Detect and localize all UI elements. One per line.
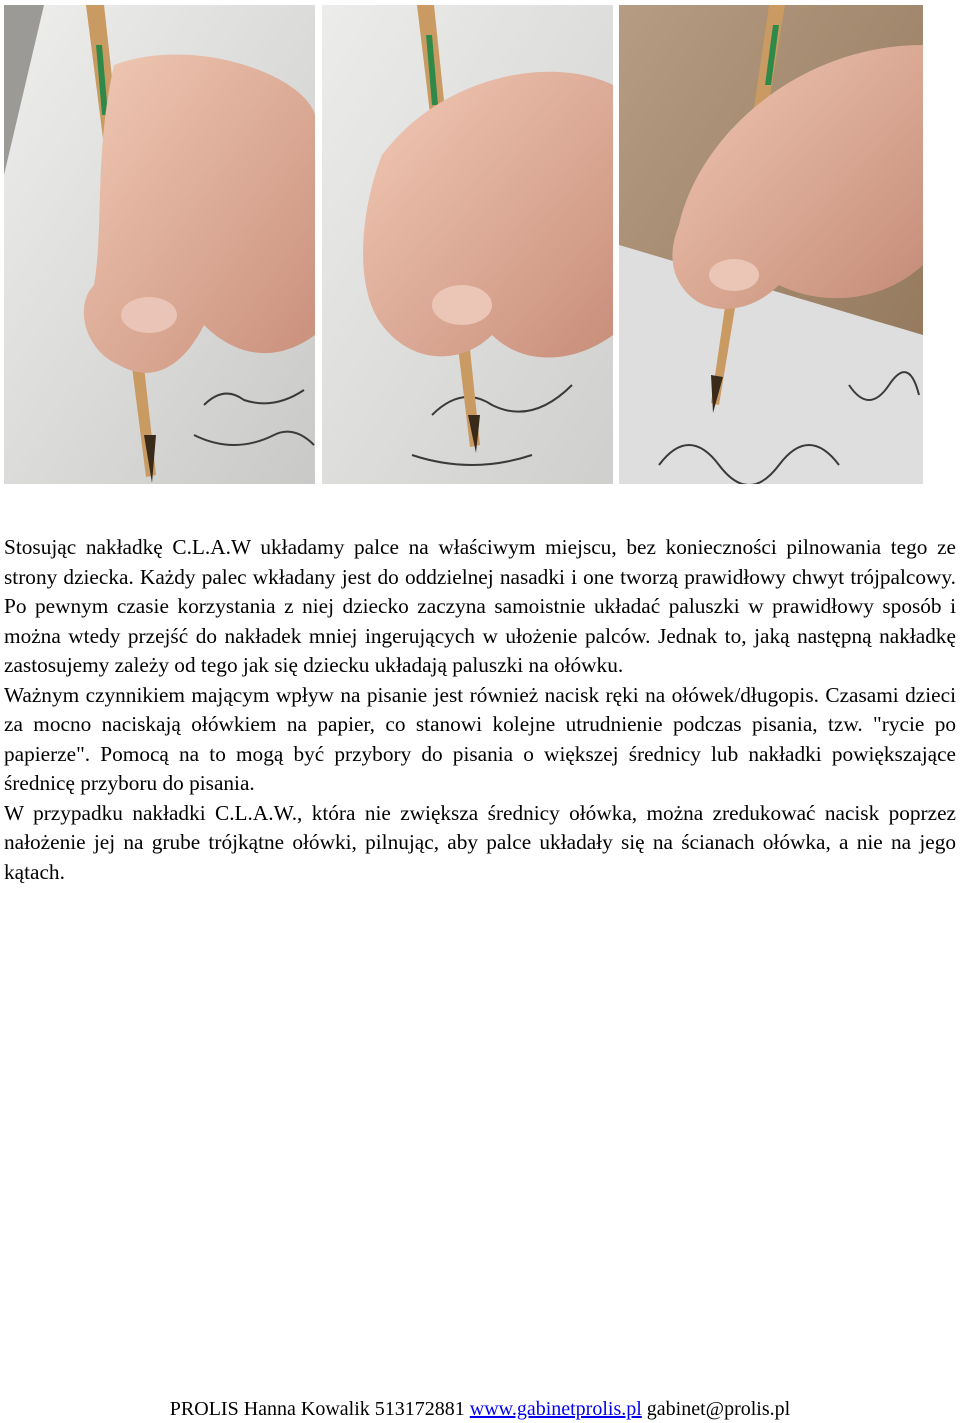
photo-grip-3	[619, 5, 923, 484]
footer-website-link[interactable]: www.gabinetprolis.pl	[469, 1398, 642, 1420]
hand-holding-pencil-photo-icon	[4, 5, 315, 484]
footer-contact: PROLIS Hanna Kowalik 513172881	[169, 1398, 465, 1420]
paragraph-claw-pressure: W przypadku nakładki C.L.A.W., która nie zwiększa średnicy ołówka, można zredukować nacisk poprzez nałożenie jej na grube trójkątne ołówki, pilnując, aby palce układały się na ścianach ołówka, a nie na jego kątach.	[4, 800, 956, 884]
hand-holding-pencil-photo-icon	[322, 5, 613, 484]
paragraph-claw-grip: Stosując nakładkę C.L.A.W układamy palce na właściwym miejscu, bez konieczności pilnowania tego ze strony dziecka. Każdy palec wkładany jest do oddzielnej nasadki i one tworzą prawidłowy chwyt trójpalcowy. Po pewnym czasie korzystania z niej dziecko zaczyna samoistnie układać paluszki w prawidłowy sposób i można wtedy przejść do nakładek mniej ingerujących w ułożenie palców. Jednak to, jaką następną nakładkę zastosujemy zależy od tego jak się dziecku układają paluszki na ołówku.	[4, 535, 956, 677]
article-text	[4, 533, 956, 887]
paragraph-pressure: Ważnym czynnikiem mającym wpływ na pisanie jest również nacisk ręki na ołówek/długopis. Czasami dzieci za mocno naciskają ołówkiem na papier, co stanowi kolejne utrudnienie podczas pisania, tzw. "rycie po papierze". Pomocą na to mogą być przybory do pisania o większej średnicy lub nakładki powiększające średnicę przyboru do pisania.	[4, 682, 956, 795]
hand-holding-pencil-photo-icon	[619, 5, 923, 484]
photo-grip-2	[322, 5, 613, 484]
page-footer	[0, 1396, 960, 1422]
photo-grip-1	[4, 5, 315, 484]
footer-email: gabinet@prolis.pl	[646, 1398, 791, 1420]
